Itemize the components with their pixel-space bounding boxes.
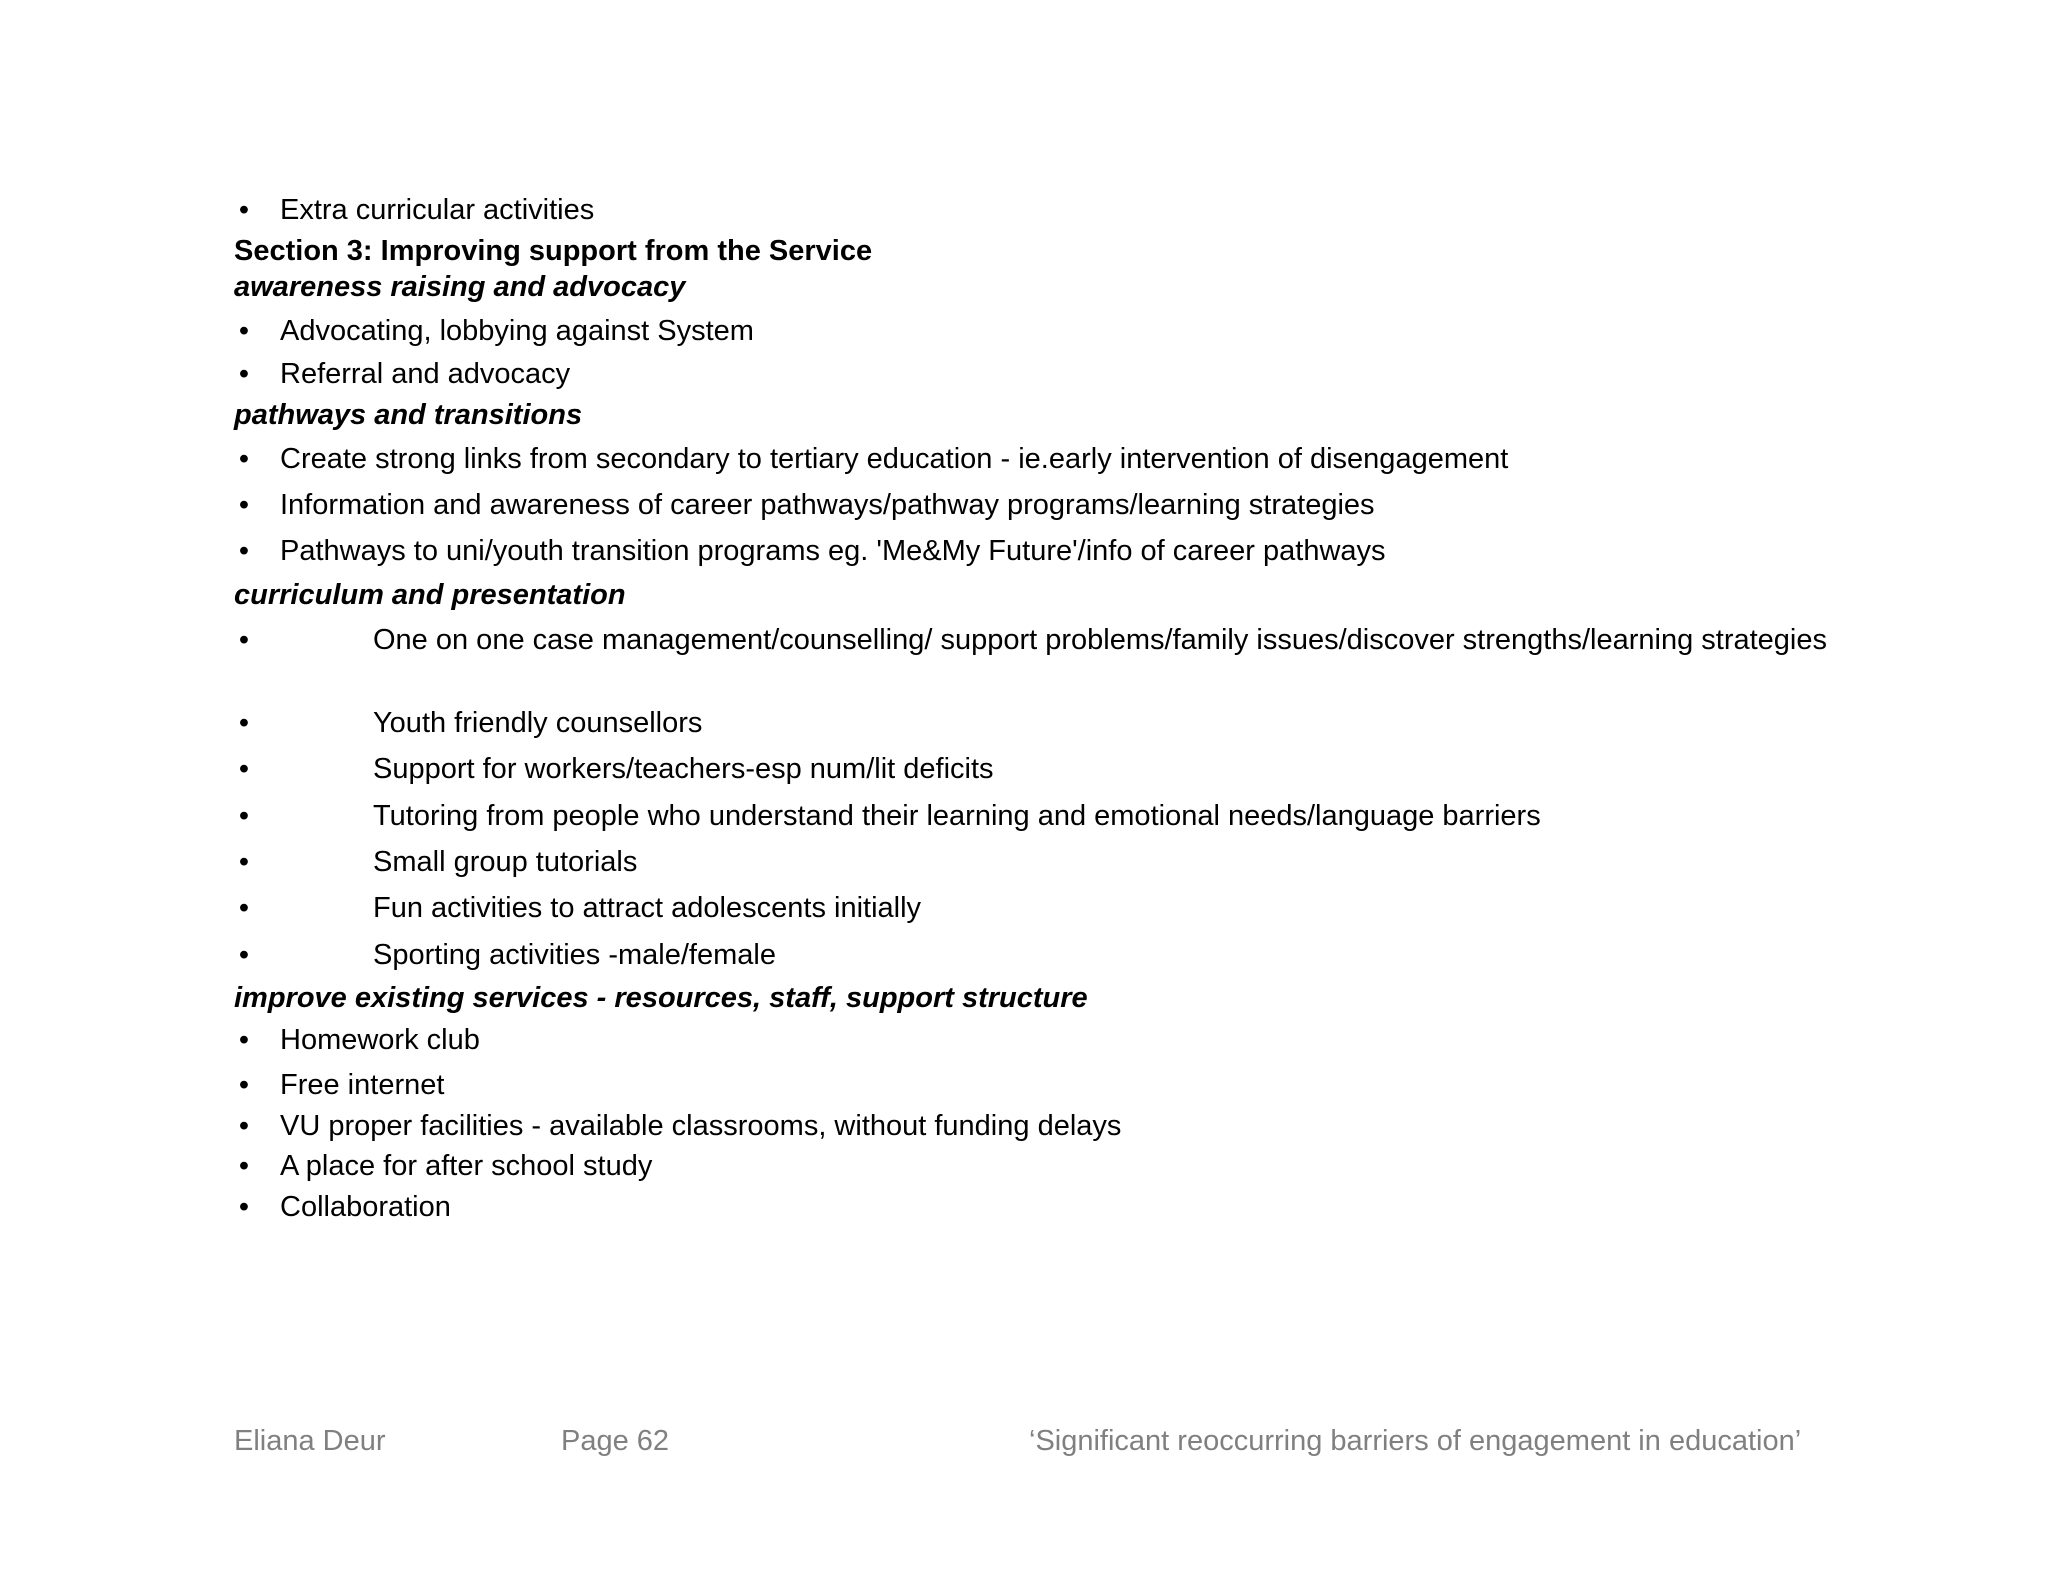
list-item-text: Small group tutorials [373,846,638,878]
footer-author: Eliana Deur [234,1425,386,1457]
bullet-icon: • [238,939,250,971]
bullet-icon: • [238,315,250,347]
bullet-icon: • [238,624,250,656]
bullet-icon: • [238,489,250,521]
bullet-icon: • [238,707,250,739]
bullet-icon: • [238,1110,250,1142]
bullet-icon: • [238,358,250,390]
list-item-text: Advocating, lobbying against System [280,315,754,347]
list-item-text: Free internet [280,1069,445,1101]
bullet-icon: • [238,753,250,785]
list-item-text: Youth friendly counsellors [373,707,703,739]
list-item-text: Referral and advocacy [280,358,571,390]
list-item-text: Collaboration [280,1191,451,1223]
bullet-icon: • [238,1150,250,1182]
bullet-icon: • [238,892,250,924]
bullet-icon: • [238,800,250,832]
list-item-text: Fun activities to attract adolescents initially [373,892,922,924]
subheading-awareness: awareness raising and advocacy [234,271,686,303]
list-item-text: Homework club [280,1024,480,1056]
bullet-icon: • [238,443,250,475]
subheading-improve: improve existing services - resources, staff, support structure [234,982,1088,1014]
list-item-text: One on one case management/counselling/ support problems/family issues/discover strengths/learning strategies [373,624,1827,656]
list-item-text: Tutoring from people who understand their learning and emotional needs/language barriers [373,800,1541,832]
list-item-text: Create strong links from secondary to tertiary education - ie.early intervention of disengagement [280,443,1509,475]
footer-document-title: ‘Significant reoccurring barriers of engagement in education’ [1029,1425,1802,1457]
list-item-text: A place for after school study [280,1150,653,1182]
list-item-text: Support for workers/teachers-esp num/lit deficits [373,753,994,785]
subheading-pathways: pathways and transitions [234,399,583,431]
bullet-icon: • [238,194,250,226]
list-item-text: Extra curricular activities [280,194,595,226]
list-item-text: VU proper facilities - available classrooms, without funding delays [280,1110,1122,1142]
list-item-text: Sporting activities -male/female [373,939,776,971]
bullet-icon: • [238,1024,250,1056]
footer-page-number: Page 62 [561,1425,670,1457]
bullet-icon: • [238,1191,250,1223]
bullet-icon: • [238,1069,250,1101]
list-item-text: Pathways to uni/youth transition programs eg. 'Me&My Future'/info of career pathways [280,535,1386,567]
subheading-curriculum: curriculum and presentation [234,579,626,611]
list-item-text: Information and awareness of career pathways/pathway programs/learning strategies [280,489,1375,521]
bullet-icon: • [238,846,250,878]
section-title: Section 3: Improving support from the Service [234,235,873,267]
bullet-icon: • [238,535,250,567]
